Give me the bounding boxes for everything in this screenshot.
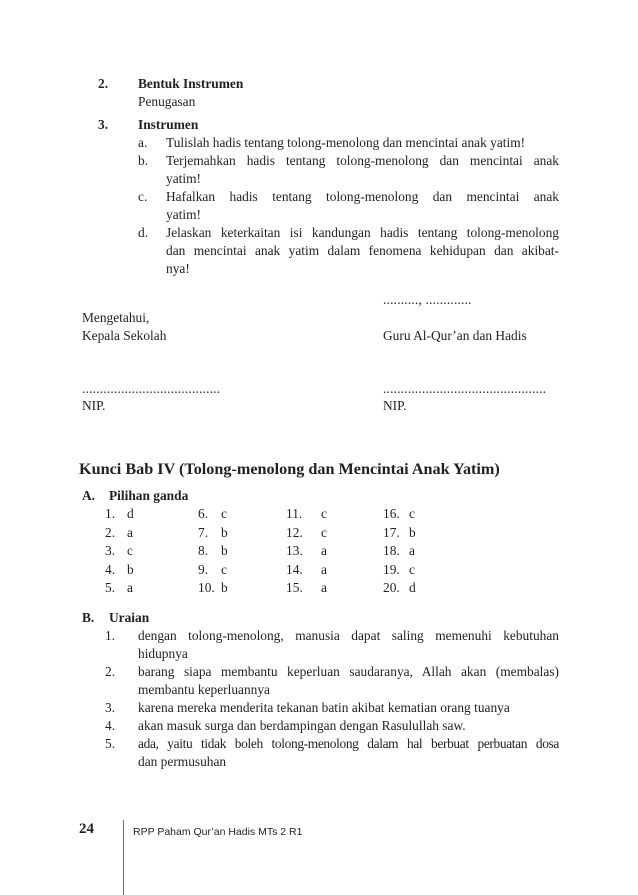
section-2-body: Penugasan [138, 94, 196, 109]
mc-answer-number: 20. [383, 580, 400, 595]
mc-answer-letter: d [409, 580, 416, 595]
instrument-item-line: Terjemahkan hadis tentang tolong-menolong dan mencintai anak [166, 153, 559, 168]
mc-answer-number: 9. [198, 561, 209, 577]
answer-key-heading: Kunci Bab IV (Tolong-menolong dan Mencintai Anak Yatim) [79, 460, 500, 478]
essay-item-number: 2. [105, 664, 116, 679]
mc-answer-letter: c [127, 543, 133, 558]
instrument-item-line: yatim! [166, 207, 201, 222]
essay-item-line: dan permusuhan [138, 754, 227, 769]
mc-answer-number: 12. [286, 524, 303, 540]
mc-answer-number: 6. [198, 506, 209, 521]
page-number: 24 [79, 821, 94, 837]
mc-answer-letter: d [127, 506, 134, 521]
signature-left-nip: NIP. [82, 398, 106, 413]
section-3-number: 3. [98, 117, 109, 132]
signature-left-line: ....................................... [82, 381, 221, 396]
mc-answer-number: 14. [286, 561, 303, 577]
instrument-item-line: Hafalkan hadis tentang tolong-menolong dan mencintai anak [166, 189, 559, 204]
place-date-placeholder: .........., ............. [383, 292, 472, 307]
section-2-number: 2. [98, 76, 109, 91]
signature-right-nip: NIP. [383, 398, 407, 413]
instrument-item-line: Tulislah hadis tentang tolong-menolong dan mencintai anak yatim! [166, 135, 526, 150]
signature-right-line: .............................................. [383, 381, 547, 396]
mc-answer-number: 11. [286, 506, 303, 521]
mc-answer-letter: c [409, 506, 415, 521]
mc-answer-letter: b [221, 524, 228, 540]
instrument-item-line: Jelaskan keterkaitan isi kandungan hadis tentang tolong-menolong [166, 225, 559, 240]
mc-answer-number: 1. [105, 506, 116, 521]
instrument-item-letter: b. [138, 153, 149, 168]
mc-answer-letter: b [127, 561, 134, 577]
mc-answer-letter: c [321, 506, 327, 521]
essay-item-number: 1. [105, 628, 116, 643]
signature-right-role: Guru Al-Qur’an dan Hadis [383, 328, 527, 343]
instrument-item-line: nya! [166, 261, 190, 276]
mc-answer-number: 5. [105, 580, 116, 595]
section-a-title: Pilihan ganda [109, 488, 189, 503]
section-2-title: Bentuk Instrumen [138, 76, 244, 91]
section-b-letter: B. [82, 610, 95, 625]
mc-answer-letter: a [127, 580, 133, 595]
instrument-item-letter: a. [138, 135, 148, 150]
mc-answer-number: 15. [286, 580, 303, 595]
essay-item-number: 4. [105, 718, 116, 733]
instrument-item-letter: d. [138, 225, 149, 240]
mc-answer-number: 3. [105, 543, 116, 558]
essay-item-line: karena mereka menderita tekanan batin akibat kematian orang tuanya [138, 700, 510, 715]
signature-left-role: Kepala Sekolah [82, 328, 167, 343]
essay-item-line: akan masuk surga dan berdampingan dengan Rasulullah saw. [138, 718, 466, 733]
essay-item-number: 5. [105, 736, 116, 751]
essay-item-line: membantu keperluannya [138, 682, 270, 697]
mc-answer-letter: b [221, 543, 228, 558]
mc-answer-number: 2. [105, 524, 116, 540]
instrument-item-line: yatim! [166, 171, 201, 186]
mc-answer-letter: a [321, 543, 327, 558]
section-a-letter: A. [82, 488, 96, 503]
mc-answer-number: 16. [383, 506, 400, 521]
mc-answer-number: 18. [383, 543, 400, 558]
essay-item-line: hidupnya [138, 646, 188, 661]
mc-answer-letter: a [409, 543, 415, 558]
mc-answer-letter: b [221, 580, 228, 595]
section-3-title: Instrumen [138, 117, 199, 132]
mc-answer-letter: a [321, 561, 327, 577]
essay-item-line: ada, yaitu tidak boleh tolong-menolong dalam hal berbuat perbuatan dosa [138, 736, 559, 751]
mc-answer-letter: c [409, 561, 415, 577]
essay-item-number: 3. [105, 700, 116, 715]
mc-answer-number: 7. [198, 524, 209, 540]
instrument-item-letter: c. [138, 189, 148, 204]
mc-answer-number: 4. [105, 561, 116, 577]
mc-answer-number: 8. [198, 543, 209, 558]
section-b-title: Uraian [109, 610, 150, 625]
mc-answer-letter: a [127, 524, 133, 540]
instrument-item-line: dan mencintai anak yatim dalam fenomena kehidupan dan akibat- [166, 243, 559, 258]
mc-answer-letter: b [409, 524, 416, 540]
essay-item-line: dengan tolong-menolong, manusia dapat saling memenuhi kebutuhan [138, 628, 559, 643]
signature-left-label: Mengetahui, [82, 310, 150, 325]
mc-answer-letter: a [321, 580, 327, 595]
mc-answer-letter: c [221, 561, 227, 577]
mc-answer-number: 19. [383, 561, 400, 577]
mc-answer-number: 13. [286, 543, 303, 558]
footer-title: RPP Paham Qur’an Hadis MTs 2 R1 [133, 826, 303, 838]
mc-answer-number: 10. [198, 580, 215, 595]
mc-answer-letter: c [321, 524, 327, 540]
footer-divider [123, 820, 124, 895]
mc-answer-letter: c [221, 506, 227, 521]
essay-item-line: barang siapa membantu keperluan saudaranya, Allah akan (membalas) [138, 664, 559, 679]
mc-answer-number: 17. [383, 524, 400, 540]
